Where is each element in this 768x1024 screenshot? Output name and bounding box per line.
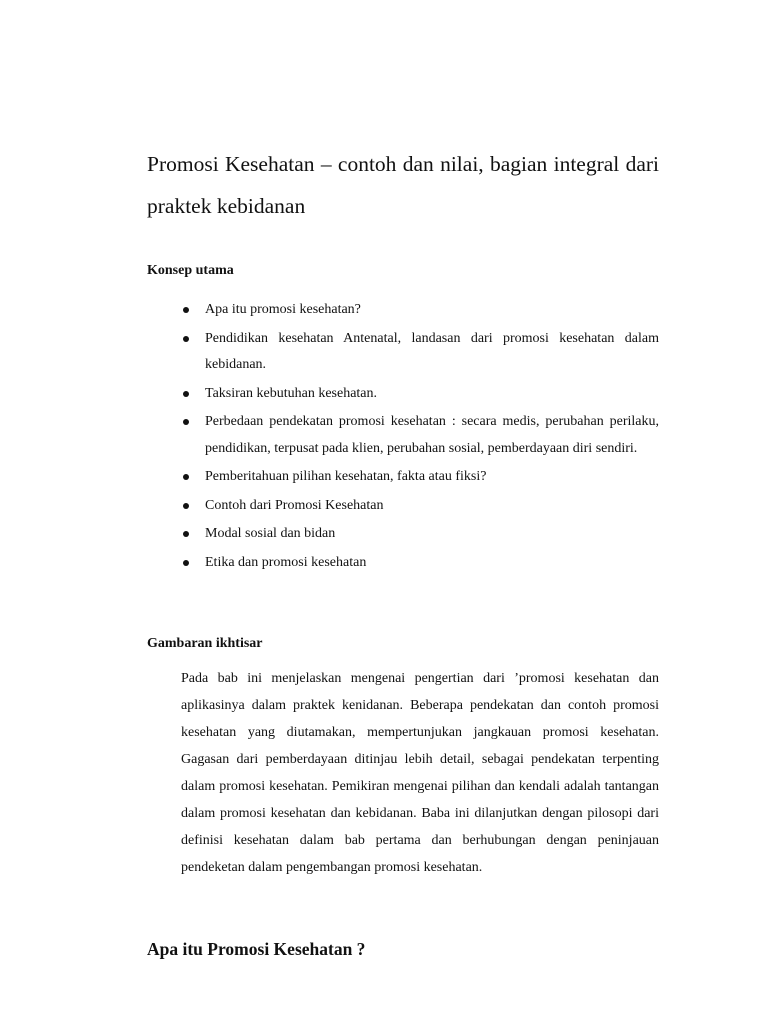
key-concepts-list	[147, 297, 659, 578]
bullet-icon	[183, 307, 189, 313]
list-item-text: Pemberitahuan pilihan kesehatan, fakta atau fiksi?	[205, 469, 487, 484]
list-item	[147, 464, 659, 491]
bullet-icon	[183, 531, 189, 537]
bullet-icon	[183, 503, 189, 509]
section-heading: Apa itu Promosi Kesehatan ?	[147, 939, 366, 959]
list-item-text: Etika dan promosi kesehatan	[205, 554, 367, 570]
list-item-text: Taksiran kebutuhan kesehatan.	[205, 385, 378, 401]
list-item-text: Pendidikan kesehatan Antenatal, landasan dari promosi kesehatan dalam kebidanan.	[205, 330, 659, 372]
bullet-icon	[183, 391, 189, 397]
list-item	[147, 297, 659, 324]
list-item-text: Modal sosial dan bidan	[205, 526, 336, 541]
bullet-icon	[183, 560, 189, 566]
overview-heading: Gambaran ikhtisar	[147, 636, 263, 651]
key-concepts-heading: Konsep utama	[147, 263, 234, 278]
list-item-text: Perbedaan pendekatan promosi kesehatan : secara medis, perubahan perilaku, pendidikan, terpusat pada klien, perubahan sosial, pemberdayaan diri sendiri.	[205, 414, 659, 456]
list-item	[147, 409, 659, 462]
list-item	[147, 381, 659, 408]
list-item	[147, 326, 659, 379]
list-item	[147, 493, 659, 520]
list-item-text: Apa itu promosi kesehatan?	[205, 302, 361, 317]
document-title: Promosi Kesehatan – contoh dan nilai, bagian integral dari praktek kebidanan	[147, 152, 659, 218]
bullet-icon	[183, 474, 189, 480]
bullet-icon	[183, 419, 189, 425]
list-item-text: Contoh dari Promosi Kesehatan	[205, 497, 384, 513]
overview-paragraph: Pada bab ini menjelaskan mengenai pengertian dari ’promosi kesehatan dan aplikasinya dalam praktek kenidanan. Beberapa pendekatan dan contoh promosi kesehatan yang diutamakan, mempertunjukan jangkauan promosi kesehatan. Gagasan dari pemberdayaan ditinjau lebih detail, sebagai pendekatan terpenting dalam promosi kesehatan. Pemikiran mengenai pilihan dan kendali adalah tantangan dalam promosi kesehatan dan kebidanan. Baba ini dilanjutkan dengan pilosopi dari definisi kesehatan dalam bab pertama dan berhubungan dengan peninjauan pendeketan dalam pengembangan promosi kesehatan.	[181, 671, 659, 875]
list-item	[147, 521, 659, 548]
list-item	[147, 550, 659, 577]
bullet-icon	[183, 336, 189, 342]
